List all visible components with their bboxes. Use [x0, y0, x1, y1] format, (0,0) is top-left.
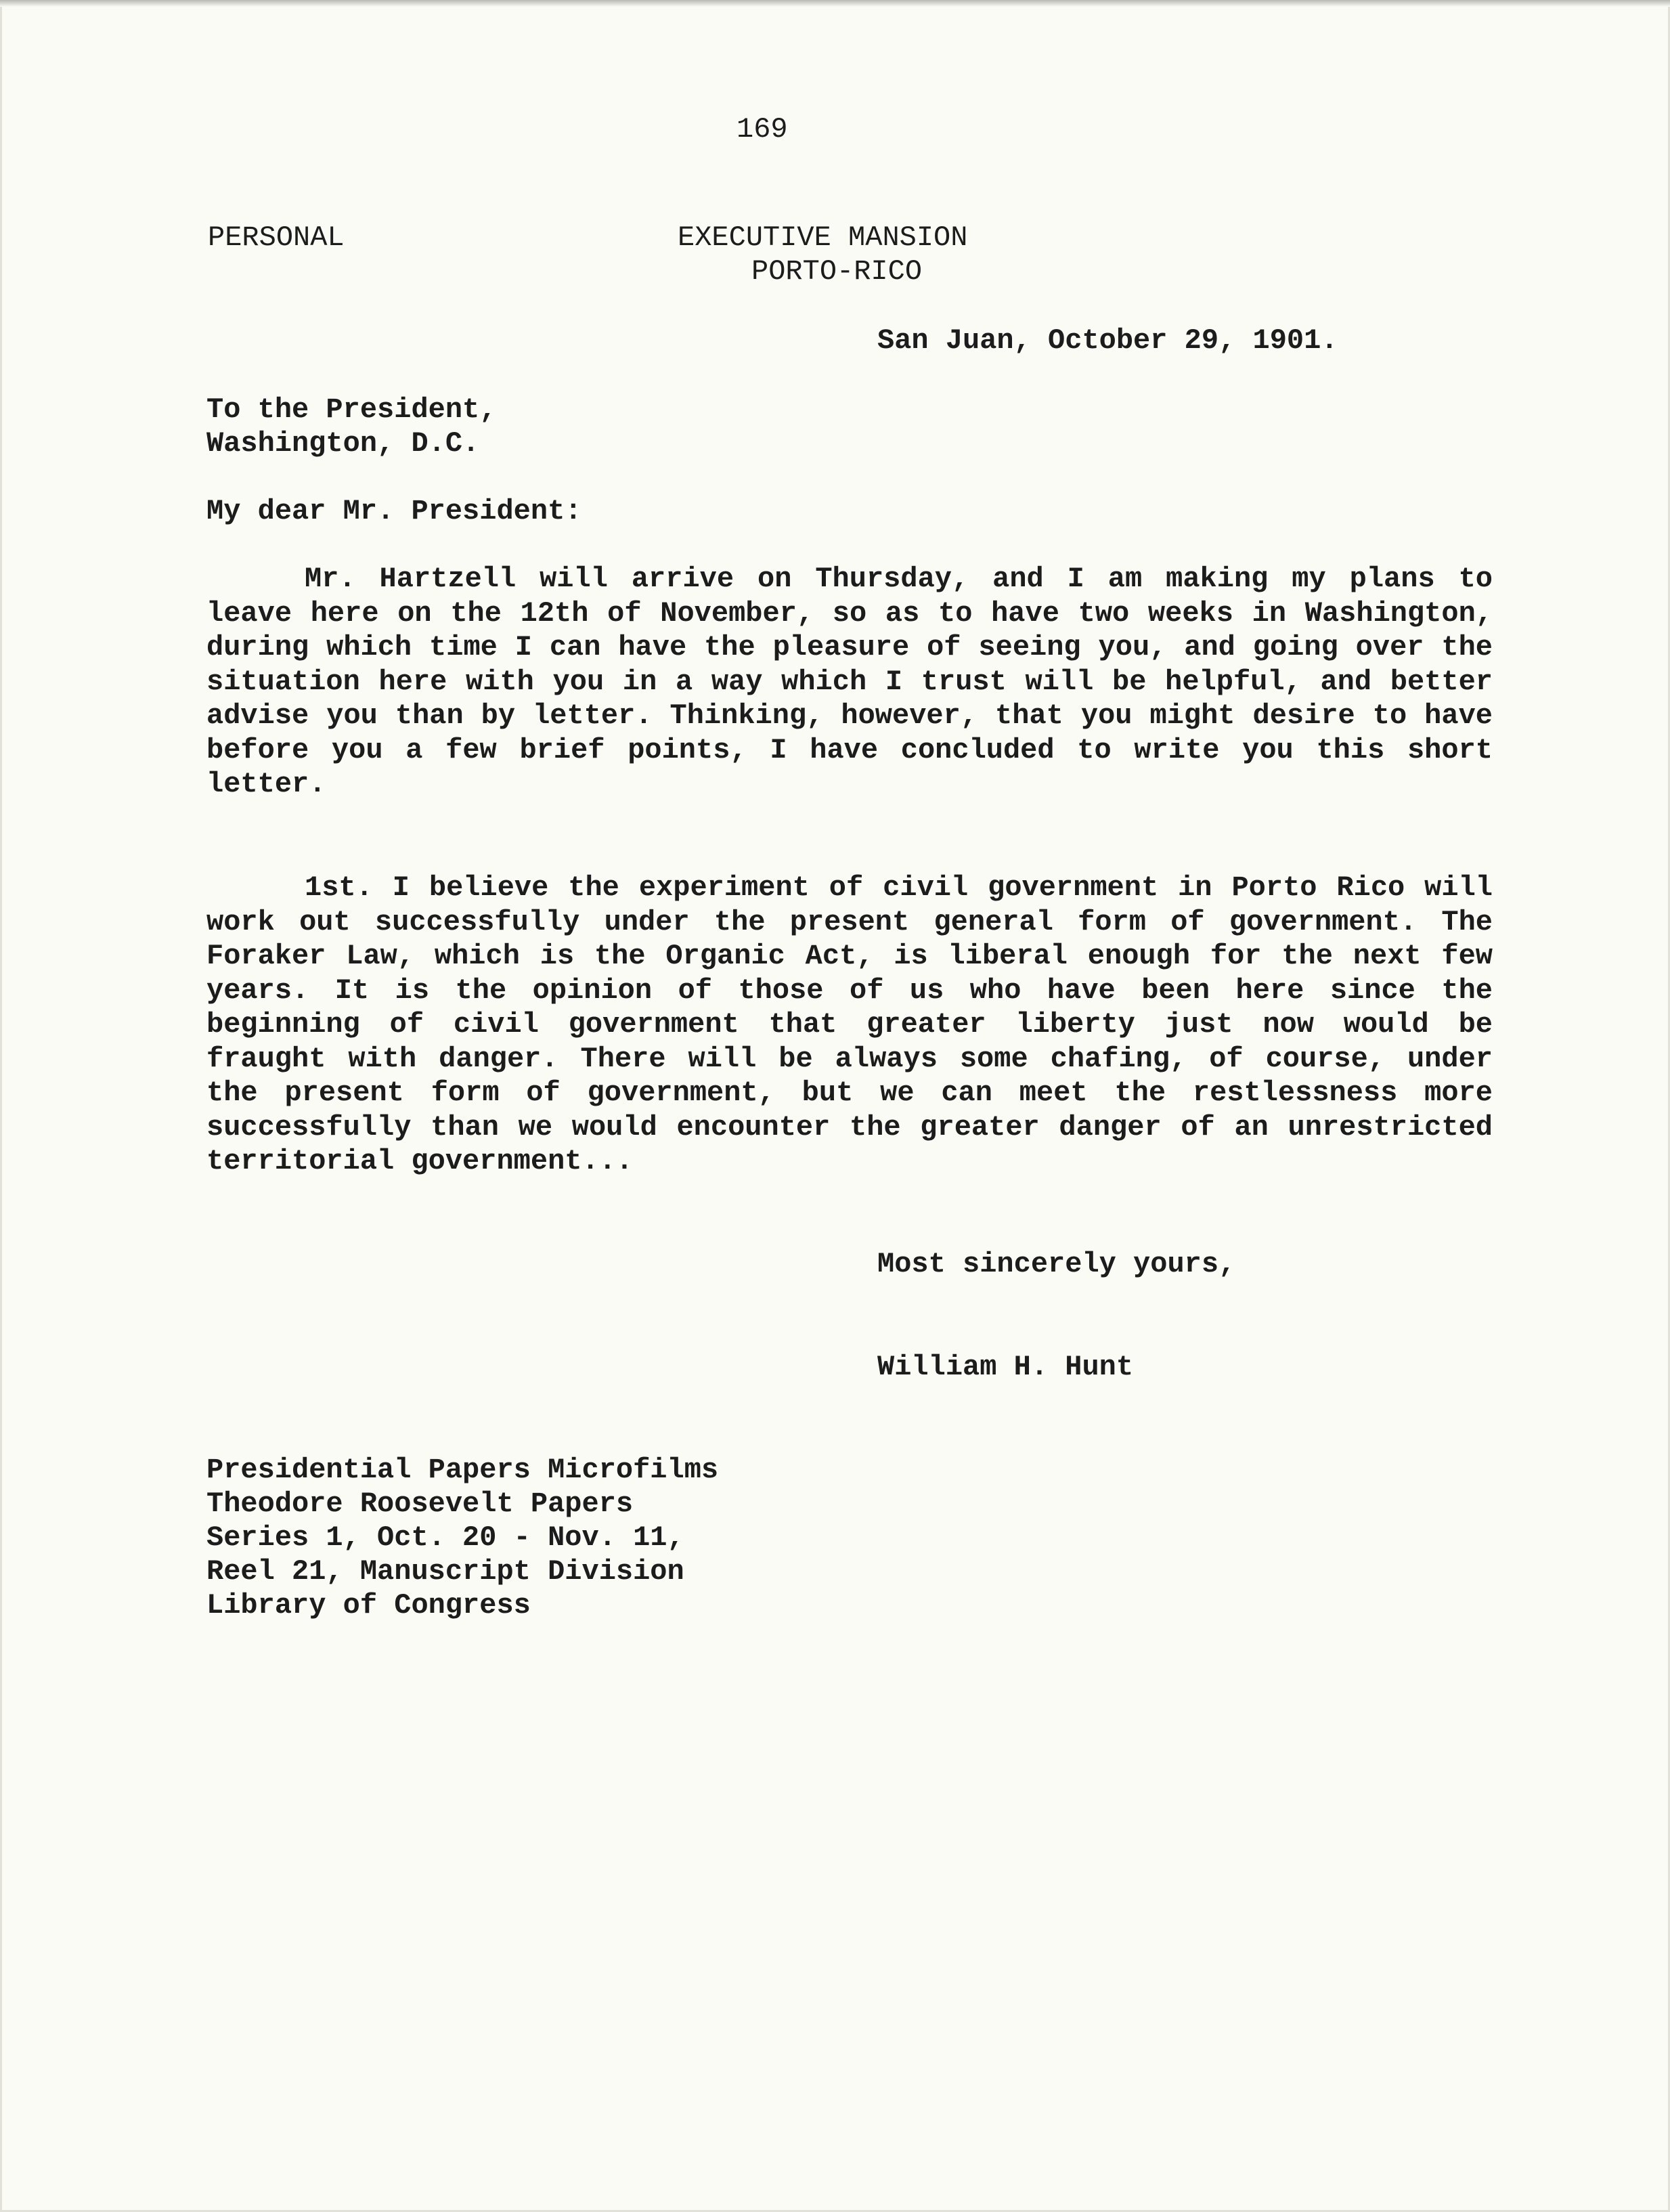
citation-line-5: Library of Congress — [206, 1589, 531, 1622]
salutation: My dear Mr. President: — [206, 495, 582, 527]
scan-edge — [0, 0, 1670, 7]
body-paragraph-2: 1st. I believe the experiment of civil government in Porto Rico will work out successfully under the present general form of government. The Foraker Law, which is the Organic Act, is liberal enough for the next few years. It is the opinion of those of us who have been here since the beginning of civil government that greater liberty just now would be fraught with danger. There will be always some chafing, of course, under the present form of government, but we can meet the restlessness more successfully than we would encounter the greater danger of an unrestricted territorial government... — [206, 871, 1493, 1177]
citation-line-4: Reel 21, Manuscript Division — [206, 1555, 684, 1588]
citation-line-3: Series 1, Oct. 20 - Nov. 11, — [206, 1521, 684, 1554]
letterhead-line-2: PORTO-RICO — [751, 255, 923, 288]
page-number: 169 — [737, 113, 788, 146]
citation-line-2: Theodore Roosevelt Papers — [206, 1488, 634, 1520]
body-paragraph-1: Mr. Hartzell will arrive on Thursday, and I am making my plans to leave here on the 12th of November, so as to have two weeks in Washington, during which time I can have the pleasure of seeing you, and going over the situation here with you in a way which I trust will be helpful, and better advise you than by letter. Thinking, however, that you might desire to have before you a few brief points, I have concluded to write you this short letter. — [206, 563, 1493, 800]
personal-marking: PERSONAL — [208, 221, 345, 254]
letterhead-line-1: EXECUTIVE MANSION — [678, 221, 968, 254]
citation-line-1: Presidential Papers Microfilms — [206, 1454, 719, 1486]
dateline: San Juan, October 29, 1901. — [877, 324, 1338, 357]
address-line-1: To the President, — [206, 393, 497, 426]
closing: Most sincerely yours, — [877, 1248, 1236, 1280]
address-line-2: Washington, D.C. — [206, 427, 480, 460]
signature: William H. Hunt — [877, 1351, 1134, 1383]
